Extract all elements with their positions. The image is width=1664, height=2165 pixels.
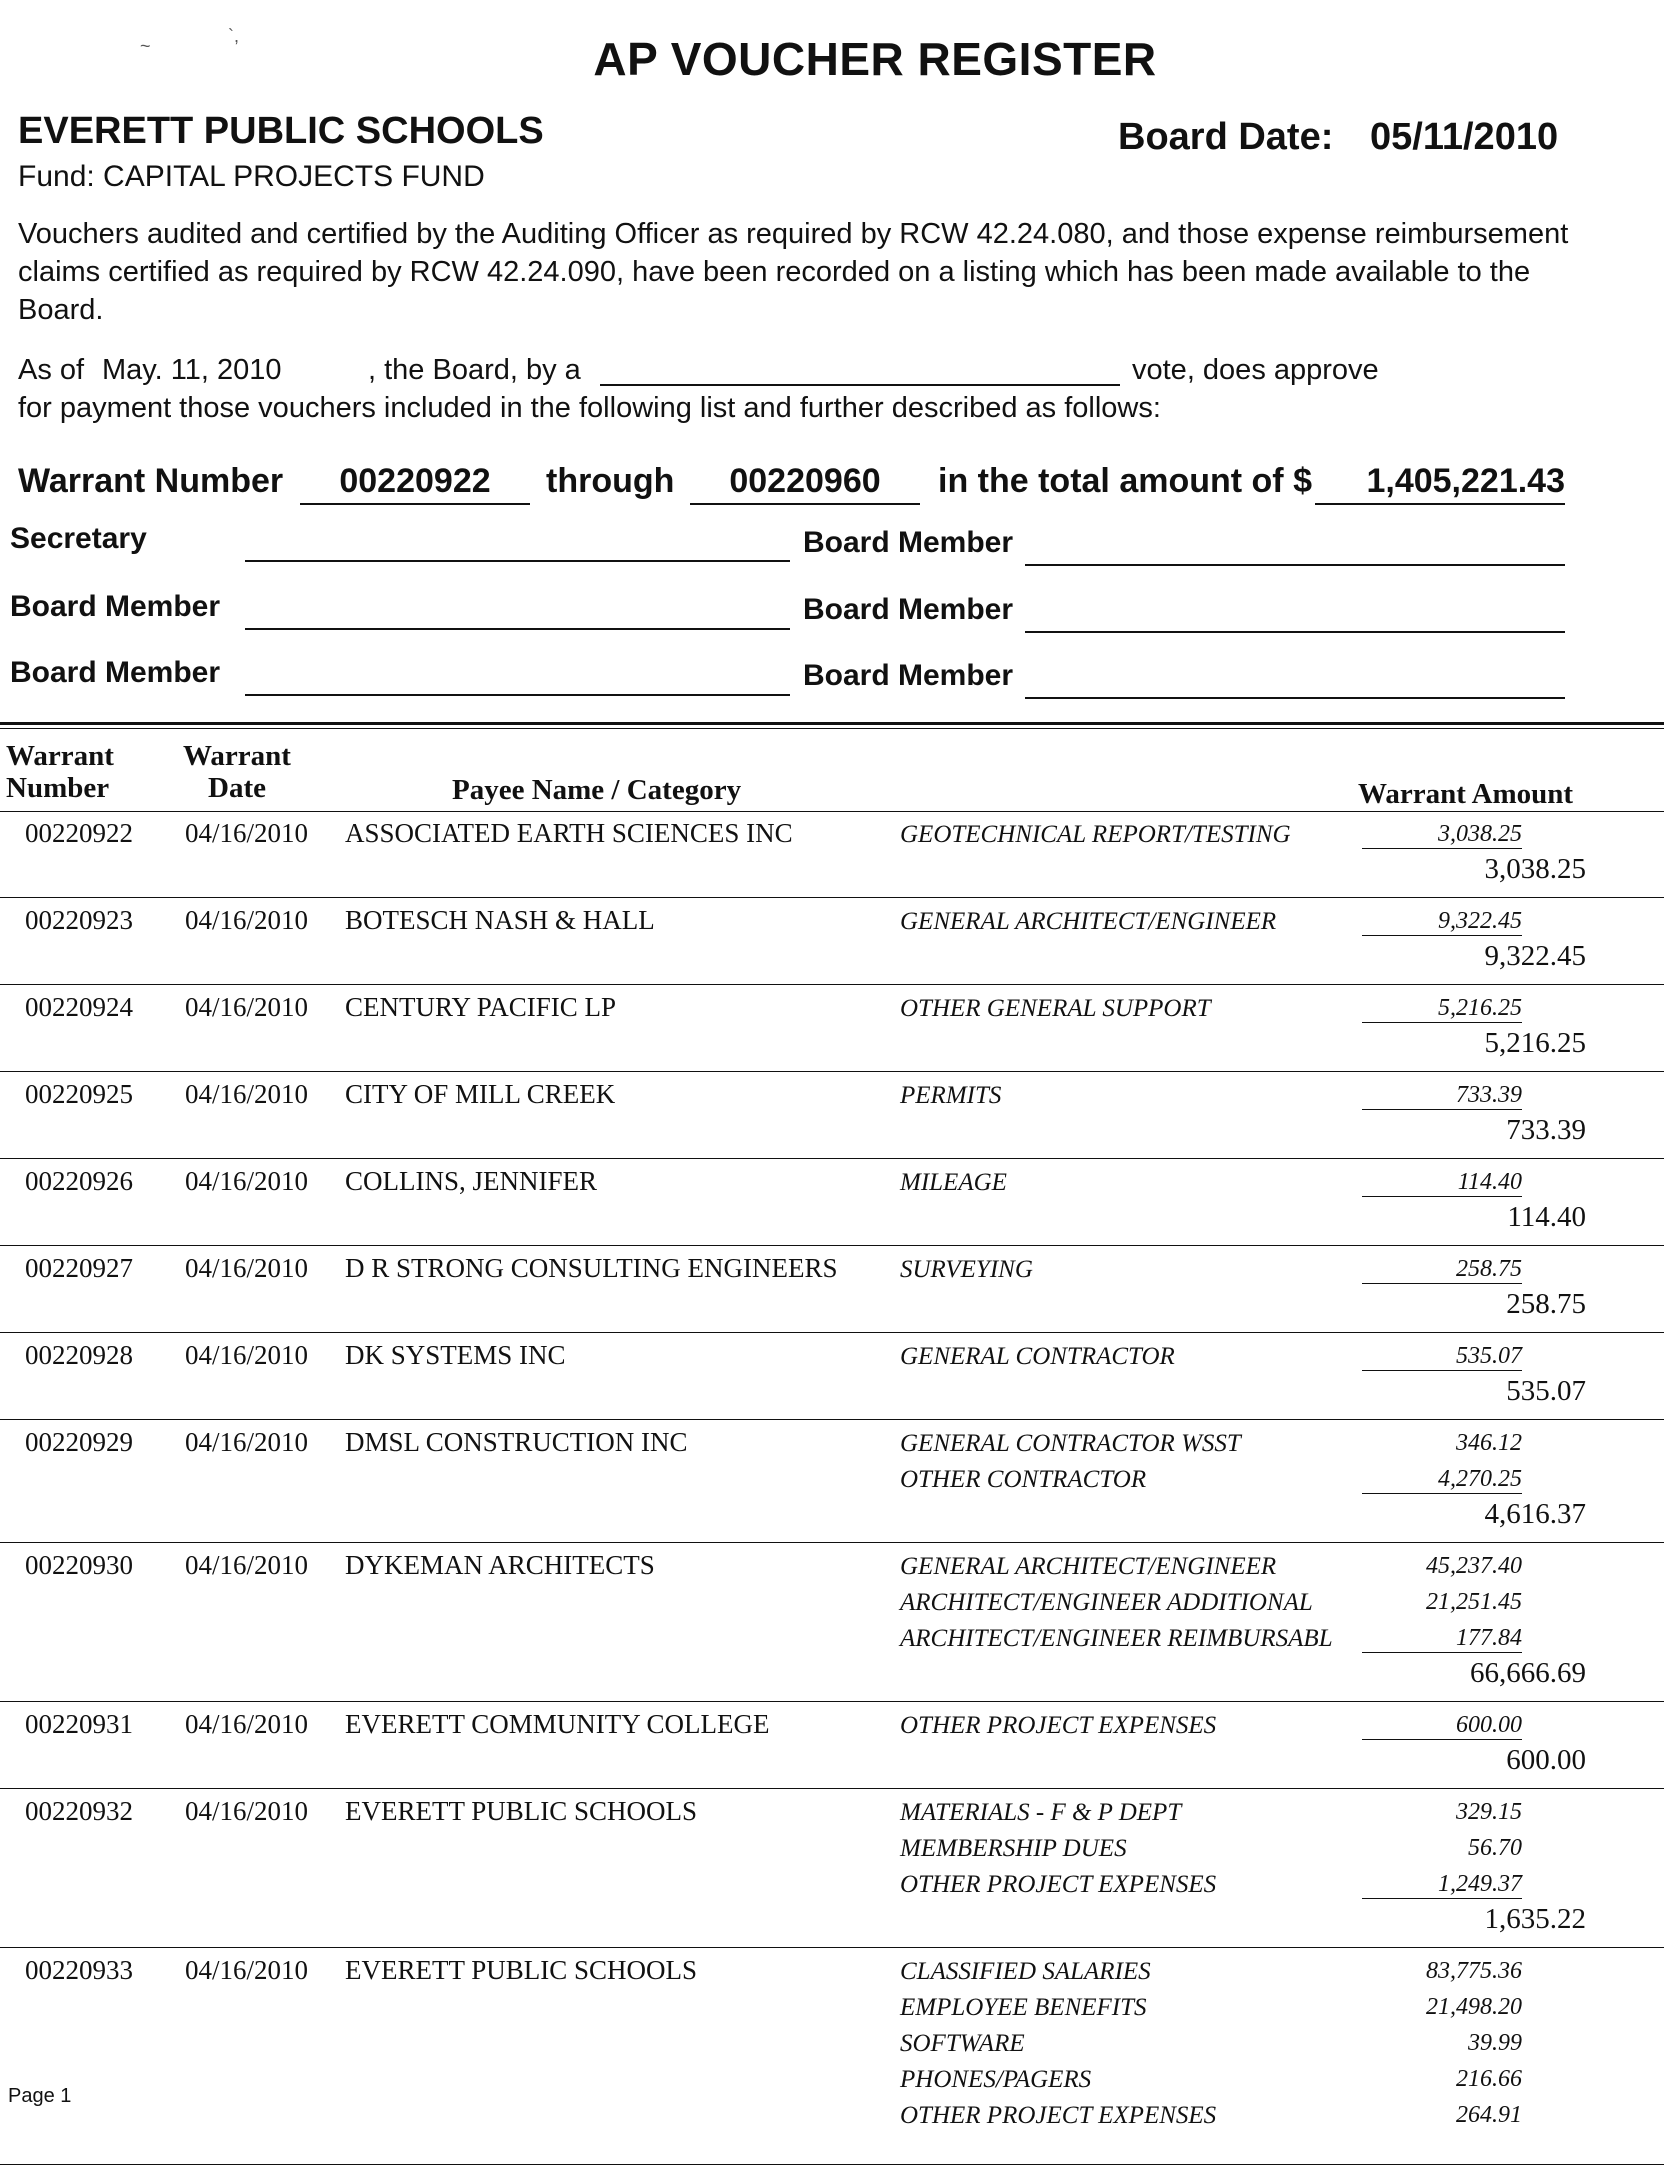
warrant-number: 00220929 — [25, 1427, 133, 1457]
header-warrant-number — [6, 740, 114, 804]
board-member-signature-line — [1025, 631, 1565, 633]
row-divider — [0, 1419, 1664, 1420]
line-amount: 733.39 — [1362, 1082, 1522, 1110]
payee-name: DK SYSTEMS INC — [345, 1340, 566, 1370]
expense-category: ARCHITECT/ENGINEER ADDITIONAL — [900, 1589, 1313, 1616]
warrant-range-to: 00220960 — [690, 462, 920, 505]
payee-name: DYKEMAN ARCHITECTS — [345, 1550, 655, 1580]
board-member-label: Board Member — [10, 656, 221, 689]
warrant-number: 00220923 — [25, 905, 133, 935]
warrant-date: 04/16/2010 — [185, 1340, 309, 1370]
payee-name: CENTURY PACIFIC LP — [345, 992, 617, 1022]
warrant-total-amount: 1,405,221.43 — [1315, 462, 1565, 505]
expense-category: SURVEYING — [900, 1256, 1033, 1283]
payee-name: EVERETT PUBLIC SCHOOLS — [345, 1796, 698, 1826]
line-amount: 535.07 — [1362, 1343, 1522, 1371]
payee-name: EVERETT PUBLIC SCHOOLS — [345, 1955, 698, 1985]
board-member-signature-line — [245, 694, 790, 696]
row-divider — [0, 1071, 1664, 1072]
expense-category: OTHER PROJECT EXPENSES — [900, 2102, 1217, 2129]
line-amount: 39.99 — [1468, 2030, 1522, 2056]
warrant-total: 1,635.22 — [1484, 1903, 1586, 1935]
line-amount: 21,251.45 — [1426, 1589, 1522, 1615]
payee-name: CITY OF MILL CREEK — [345, 1079, 616, 1109]
payee-name: BOTESCH NASH & HALL — [345, 905, 655, 935]
header-text: Warrant — [6, 740, 114, 772]
as-of-label: As of — [18, 354, 85, 386]
warrant-range-label: Warrant Number — [18, 462, 284, 500]
warrant-date: 04/16/2010 — [185, 1955, 309, 1985]
warrant-date: 04/16/2010 — [185, 818, 309, 848]
board-member-label: Board Member — [803, 659, 1014, 692]
row-divider — [0, 1245, 1664, 1246]
organization-name: EVERETT PUBLIC SCHOOLS — [18, 110, 544, 152]
page-title: AP VOUCHER REGISTER — [593, 33, 1157, 85]
warrant-range-through: through — [546, 462, 675, 500]
payee-name: ASSOCIATED EARTH SCIENCES INC — [345, 818, 793, 848]
warrant-total: 9,322.45 — [1484, 940, 1586, 972]
line-amount: 258.75 — [1362, 1256, 1522, 1284]
expense-category: OTHER CONTRACTOR — [900, 1466, 1147, 1493]
row-divider — [0, 1788, 1664, 1789]
expense-category: GENERAL CONTRACTOR — [900, 1343, 1175, 1370]
expense-category: MATERIALS - F & P DEPT — [900, 1799, 1182, 1826]
payee-name: COLLINS, JENNIFER — [345, 1166, 598, 1196]
page-number: Page 1 — [8, 2085, 72, 2107]
warrant-date: 04/16/2010 — [185, 1166, 309, 1196]
line-amount: 1,249.37 — [1362, 1871, 1522, 1899]
row-divider — [0, 1701, 1664, 1702]
row-divider — [0, 1158, 1664, 1159]
row-divider — [0, 1947, 1664, 1948]
line-amount: 21,498.20 — [1426, 1994, 1522, 2020]
row-divider — [0, 897, 1664, 898]
warrant-date: 04/16/2010 — [185, 1079, 309, 1109]
warrant-number: 00220928 — [25, 1340, 133, 1370]
warrant-total: 114.40 — [1507, 1201, 1586, 1233]
line-amount: 5,216.25 — [1362, 995, 1522, 1023]
warrant-number: 00220922 — [25, 818, 133, 848]
warrant-date: 04/16/2010 — [185, 1709, 309, 1739]
line-amount: 216.66 — [1456, 2066, 1522, 2092]
line-amount: 346.12 — [1456, 1430, 1522, 1456]
board-member-signature-line — [245, 628, 790, 630]
warrant-total: 600.00 — [1506, 1744, 1586, 1776]
line-amount: 83,775.36 — [1426, 1958, 1522, 1984]
warrant-total-label: in the total amount of $ — [938, 462, 1312, 500]
warrant-date: 04/16/2010 — [185, 905, 309, 935]
vote-blank-line — [600, 384, 1120, 386]
header-text: Date — [208, 772, 266, 804]
warrant-total: 5,216.25 — [1484, 1027, 1586, 1059]
line-amount: 56.70 — [1468, 1835, 1522, 1861]
board-by-text: , the Board, by a — [368, 354, 581, 386]
expense-category: PHONES/PAGERS — [900, 2066, 1092, 2093]
board-member-signature-line — [1025, 564, 1565, 566]
secretary-label: Secretary — [10, 522, 147, 555]
certification-paragraph: Vouchers audited and certified by the Auditing Officer as required by RCW 42.24.080, and those expense reimbursement claims certified as required by RCW 42.24.090, have been recorded on a listing which has been made available to the Board. — [18, 218, 1569, 326]
payee-name: EVERETT COMMUNITY COLLEGE — [345, 1709, 770, 1739]
board-date-value: 05/11/2010 — [1370, 116, 1559, 158]
table-top-rule — [0, 728, 1664, 729]
board-member-signature-line — [1025, 697, 1565, 699]
line-amount: 264.91 — [1456, 2102, 1522, 2128]
expense-category: PERMITS — [900, 1082, 1002, 1109]
row-divider — [0, 984, 1664, 985]
line-amount: 3,038.25 — [1362, 821, 1522, 849]
warrant-range-from: 00220922 — [300, 462, 530, 505]
warrant-number: 00220924 — [25, 992, 133, 1022]
row-divider — [0, 1542, 1664, 1543]
line-amount: 114.40 — [1362, 1169, 1522, 1197]
header-warrant-date — [172, 740, 302, 804]
expense-category: MEMBERSHIP DUES — [900, 1835, 1127, 1862]
line-amount: 600.00 — [1362, 1712, 1522, 1740]
secretary-signature-line — [245, 560, 790, 562]
line-amount: 177.84 — [1362, 1625, 1522, 1653]
warrant-total: 4,616.37 — [1484, 1498, 1586, 1530]
warrant-number: 00220933 — [25, 1955, 133, 1985]
vote-text: vote, does approve — [1132, 354, 1379, 386]
payee-name: D R STRONG CONSULTING ENGINEERS — [345, 1253, 838, 1283]
expense-category: GENERAL ARCHITECT/ENGINEER — [900, 908, 1277, 935]
header-warrant-amount: Warrant Amount — [1358, 778, 1574, 810]
expense-category: OTHER PROJECT EXPENSES — [900, 1871, 1217, 1898]
warrant-number: 00220926 — [25, 1166, 133, 1196]
line-amount: 329.15 — [1456, 1799, 1522, 1825]
warrant-date: 04/16/2010 — [185, 1550, 309, 1580]
warrant-number: 00220931 — [25, 1709, 133, 1739]
payee-name: DMSL CONSTRUCTION INC — [345, 1427, 688, 1457]
expense-category: ARCHITECT/ENGINEER REIMBURSABL — [900, 1625, 1333, 1652]
line-amount: 4,270.25 — [1362, 1466, 1522, 1494]
board-member-label: Board Member — [10, 590, 221, 623]
line-amount: 45,237.40 — [1426, 1553, 1522, 1579]
warrant-date: 04/16/2010 — [185, 1427, 309, 1457]
warrant-total: 66,666.69 — [1470, 1657, 1586, 1689]
expense-category: GENERAL ARCHITECT/ENGINEER — [900, 1553, 1277, 1580]
warrant-total: 733.39 — [1506, 1114, 1586, 1146]
fund-name: Fund: CAPITAL PROJECTS FUND — [18, 160, 485, 193]
warrant-total: 258.75 — [1506, 1288, 1586, 1320]
warrant-total: 3,038.25 — [1484, 853, 1586, 885]
expense-category: CLASSIFIED SALARIES — [900, 1958, 1151, 1985]
board-member-label: Board Member — [803, 593, 1014, 626]
as-of-date: May. 11, 2010 — [102, 354, 282, 386]
header-payee: Payee Name / Category — [452, 774, 742, 806]
payment-text: for payment those vouchers included in the following list and further described as follows: — [18, 392, 1161, 424]
warrant-total: 535.07 — [1506, 1375, 1586, 1407]
row-divider — [0, 1332, 1664, 1333]
header-bottom-rule — [0, 811, 1664, 812]
header-text: Number — [6, 772, 110, 804]
expense-category: EMPLOYEE BENEFITS — [900, 1994, 1147, 2021]
line-amount: 9,322.45 — [1362, 908, 1522, 936]
warrant-date: 04/16/2010 — [185, 1796, 309, 1826]
expense-category: OTHER GENERAL SUPPORT — [900, 995, 1211, 1022]
table-top-rule — [0, 722, 1664, 725]
scan-mark: ~ — [140, 36, 151, 56]
board-date-label: Board Date: — [1118, 116, 1334, 158]
warrant-number: 00220932 — [25, 1796, 133, 1826]
warrant-number: 00220927 — [25, 1253, 133, 1283]
expense-category: OTHER PROJECT EXPENSES — [900, 1712, 1217, 1739]
warrant-number: 00220930 — [25, 1550, 133, 1580]
expense-category: SOFTWARE — [900, 2030, 1025, 2057]
warrant-date: 04/16/2010 — [185, 1253, 309, 1283]
warrant-date: 04/16/2010 — [185, 992, 309, 1022]
warrant-number: 00220925 — [25, 1079, 133, 1109]
expense-category: MILEAGE — [900, 1169, 1007, 1196]
board-member-label: Board Member — [803, 526, 1014, 559]
expense-category: GEOTECHNICAL REPORT/TESTING — [900, 821, 1291, 848]
header-text: Warrant — [183, 740, 291, 772]
expense-category: GENERAL CONTRACTOR WSST — [900, 1430, 1241, 1457]
scan-mark: `, — [228, 26, 239, 46]
